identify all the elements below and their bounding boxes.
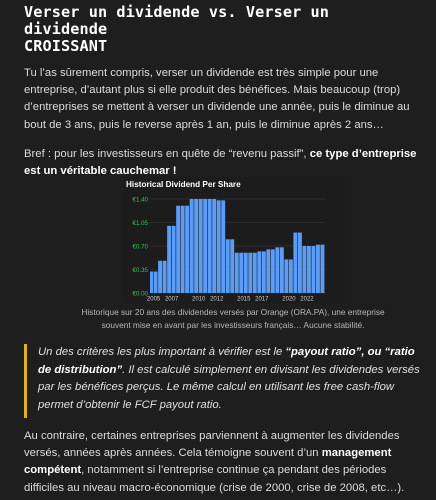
chart-title: Historical Dividend Per Share [126,180,241,189]
chart-bar [248,253,252,293]
dividend-chart-svg [123,177,345,303]
chart-bar [271,249,275,293]
x-tick-label: 2020 [282,296,296,303]
chart-bar [235,253,239,293]
chart-bar [316,245,320,293]
intro-paragraph: Tu l’as sûrement compris, verser un dividende est très simple pour une entreprise, d’autant plus si elle produit des bénéfices. Mais beaucoup (trop) d’entreprises se mettent à verser un dividende une année, puis le diminue au bout de 3 ans, puis le reverse après 1 an, puis le diminue après 2 ans… [24,67,410,131]
x-tick-label: 2005 [146,296,161,303]
bref-text: Bref : pour les investisseurs en quête de “revenu passif”, [24,147,310,160]
chart-bar [230,239,234,293]
section-heading [24,4,420,55]
chart-bar [221,200,225,293]
x-tick-label: 2022 [300,296,314,303]
chart-bar [307,246,311,293]
chart-bar [239,253,243,293]
chart-bar [217,200,221,293]
chart-bar [172,226,176,293]
chart-bar [167,226,171,293]
chart-bar [163,261,167,293]
y-tick-label: €0.35 [132,267,148,274]
x-tick-label: 2012 [210,296,224,303]
quote-text [38,344,420,414]
x-tick-label: 2007 [164,296,179,303]
chart-bar [176,206,180,293]
x-tick-label: 2017 [255,296,269,303]
growth-paragraph [24,428,422,497]
chart-bar [181,206,185,293]
payout-ratio-blockquote [24,344,420,418]
chart-bar [293,233,297,293]
chart-bar [266,249,270,293]
y-tick-label: €1.40 [132,196,148,204]
chart-bar [150,272,153,293]
chart-bar [190,199,194,293]
chart-bar [298,233,302,293]
chart-bar [320,245,324,293]
quote-emphasis: “payout ratio”, ou “ratio de distribution” [38,346,415,376]
x-tick-label: 2010 [192,296,206,303]
y-tick-label: €1.05 [132,220,148,227]
chart-y-ticks [133,197,149,298]
y-tick-label: €0.70 [132,243,148,251]
chart-bar [226,239,230,293]
chart-bar [311,246,315,293]
chart-bar [203,199,207,293]
quote-part1: Un des critères les plus important à vérifier est le [38,346,286,358]
growth-text-2: , notamment si l’entreprise continue ça pendant des périodes difficiles au niveau macro-économique (crise de 2000, crise de 2008, etc…). [24,464,405,494]
chart-caption: Historique sur 20 ans des dividendes versés par Orange (ORA.PA), une entreprise souvent mise en avant par les investisseurs français… Aucune stabilité. [81,307,385,330]
dividend-chart[interactable] [123,177,345,303]
chart-bar [199,199,203,293]
chart-bar [253,253,257,293]
chart-bar [289,259,293,293]
bref-paragraph [24,146,420,180]
chart-bar [275,247,279,293]
y-tick-label: €0.00 [132,290,148,298]
chart-bar [208,199,212,293]
growth-text-1: Au contraire, certaines entreprises parviennent à augmenter les dividendes versés, années après années. Cela témoigne souvent d’un [24,430,400,460]
chart-bar [212,199,216,293]
section-heading-line1: Verser un dividende vs. Verser un dividende [24,3,330,38]
chart-bar [280,247,284,293]
chart-bar [262,251,266,293]
chart-bar [154,272,158,293]
x-tick-label: 2015 [237,296,251,303]
chart-bar [185,206,189,293]
chart-bar [257,251,261,293]
bref-emphasis: ce type d’entreprise est un véritable cauchemar ! [24,147,417,178]
quote-part2: . Il est calculé simplement en divisant les dividendes versés par les bénéfices perçus. Le même calcul en utilisant les free cash-flow permet d’obtenir le FCF payout ratio. [38,363,420,411]
growth-emphasis: management compétent [24,447,392,477]
chart-bar [194,199,198,293]
chart-bar [284,259,288,293]
chart-x-ticks [147,297,314,303]
chart-bar [244,253,248,293]
section-heading-line2: CROISSANT [24,37,108,55]
chart-bar [158,261,162,293]
chart-bar [302,246,306,293]
